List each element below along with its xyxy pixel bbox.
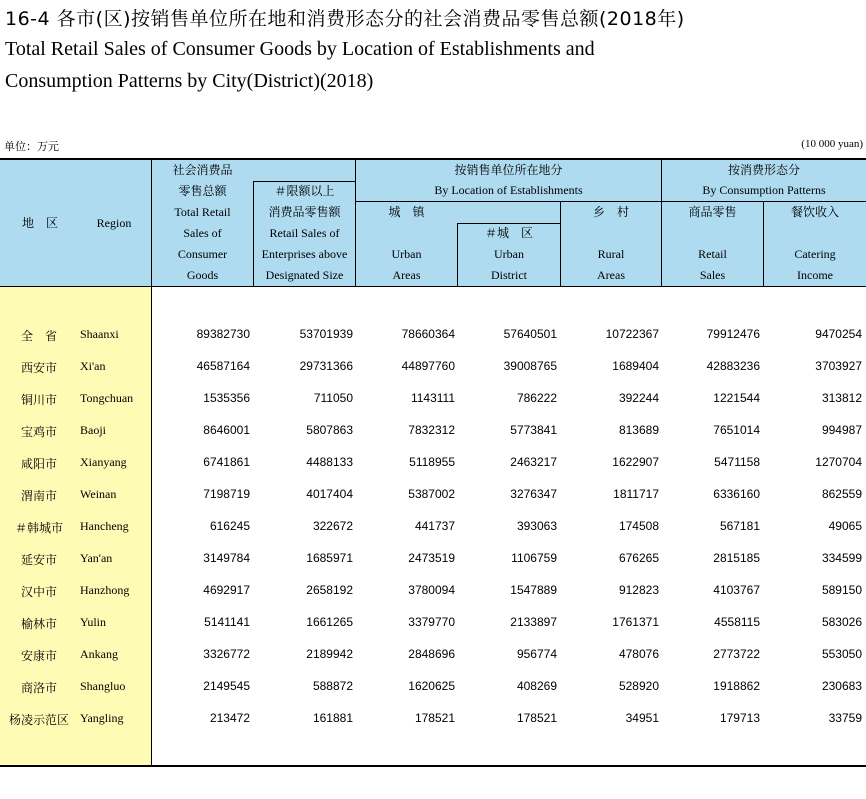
value-cell: 313812 bbox=[821, 391, 862, 405]
header-catering-en-2: Income bbox=[797, 268, 833, 282]
header-region-cn: 地 区 bbox=[21, 216, 58, 230]
value-cell: 3149784 bbox=[203, 551, 250, 565]
value-cell: 213472 bbox=[209, 711, 250, 725]
region-name-en: Hancheng bbox=[80, 519, 129, 533]
table-row bbox=[0, 511, 866, 543]
value-cell: 2848696 bbox=[408, 647, 455, 661]
value-cell: 1689404 bbox=[612, 359, 659, 373]
table-title-en-line1: Total Retail Sales of Consumer Goods by Location of Establishments and bbox=[5, 38, 595, 60]
table-body bbox=[0, 319, 866, 735]
value-cell: 3379770 bbox=[408, 615, 455, 629]
table-title-cn: 16-4 各市(区)按销售单位所在地和消费形态分的社会消费品零售总额(2018年) bbox=[5, 8, 685, 30]
value-cell: 3326772 bbox=[203, 647, 250, 661]
value-cell: 4103767 bbox=[713, 583, 760, 597]
region-name-cn: 渭南市 bbox=[20, 489, 57, 503]
value-cell: 862559 bbox=[821, 487, 862, 501]
header-retail-cn: 商品零售 bbox=[688, 205, 737, 219]
header-rural-cn: 乡 村 bbox=[592, 205, 629, 219]
value-cell: 478076 bbox=[618, 647, 659, 661]
region-name-en: Shaanxi bbox=[80, 327, 119, 341]
value-cell: 5773841 bbox=[510, 423, 557, 437]
value-cell: 1535356 bbox=[203, 391, 250, 405]
header-pattern-group-en: By Consumption Patterns bbox=[702, 183, 826, 197]
value-cell: 583026 bbox=[821, 615, 862, 629]
value-cell: 1221544 bbox=[713, 391, 760, 405]
value-cell: 567181 bbox=[719, 519, 760, 533]
value-cell: 6741861 bbox=[203, 455, 250, 469]
value-cell: 53701939 bbox=[299, 327, 353, 341]
value-cell: 994987 bbox=[821, 423, 862, 437]
value-cell: 8646001 bbox=[203, 423, 250, 437]
value-cell: 89382730 bbox=[196, 327, 250, 341]
region-name-cn: 榆林市 bbox=[20, 617, 57, 631]
value-cell: 7198719 bbox=[203, 487, 250, 501]
value-cell: 5471158 bbox=[714, 455, 760, 469]
value-cell: 3276347 bbox=[510, 487, 557, 501]
header-urban-cn: 城 镇 bbox=[388, 205, 425, 219]
table-row bbox=[0, 671, 866, 703]
value-cell: 57640501 bbox=[503, 327, 557, 341]
region-name-en: Xi'an bbox=[80, 359, 106, 373]
table-title-en-line2: Consumption Patterns by City(District)(2018) bbox=[5, 70, 374, 92]
header-region-en: Region bbox=[96, 216, 132, 230]
header-above-designated-size: ＃限额以上 消费品零售额 Retail Sales of Enterprises above Designated Size bbox=[261, 184, 348, 282]
header-district-en-2: District bbox=[491, 268, 527, 282]
table-row bbox=[0, 447, 866, 479]
value-cell: 9470254 bbox=[815, 327, 862, 341]
value-cell: 4017404 bbox=[306, 487, 353, 501]
region-name-en: Ankang bbox=[80, 647, 118, 661]
region-name-cn: ＃韩城市 bbox=[14, 521, 63, 535]
value-cell: 3703927 bbox=[815, 359, 862, 373]
region-name-en: Hanzhong bbox=[80, 583, 130, 597]
header-location-group-en: By Location of Establishments bbox=[434, 183, 583, 197]
value-cell: 589150 bbox=[821, 583, 862, 597]
value-cell: 392244 bbox=[618, 391, 659, 405]
value-cell: 4558115 bbox=[714, 615, 760, 629]
value-cell: 4692917 bbox=[203, 583, 250, 597]
value-cell: 29731366 bbox=[299, 359, 353, 373]
value-cell: 441737 bbox=[414, 519, 455, 533]
value-cell: 34951 bbox=[625, 711, 659, 725]
value-cell: 6336160 bbox=[713, 487, 760, 501]
value-cell: 230683 bbox=[821, 679, 862, 693]
header-retail-en-1: Retail bbox=[698, 247, 727, 261]
table-row bbox=[0, 543, 866, 575]
region-name-cn: 全 省 bbox=[20, 329, 57, 343]
table-row bbox=[0, 607, 866, 639]
value-cell: 2815185 bbox=[713, 551, 760, 565]
value-cell: 78660364 bbox=[401, 327, 455, 341]
value-cell: 408269 bbox=[516, 679, 557, 693]
region-name-en: Xianyang bbox=[80, 455, 127, 469]
header-total-retail-sales: 社会消费品 零售总额 Total Retail Sales of Consumer Goods bbox=[172, 163, 233, 282]
value-cell: 44897760 bbox=[401, 359, 455, 373]
value-cell: 179713 bbox=[719, 711, 760, 725]
table-row bbox=[0, 639, 866, 671]
table-row bbox=[0, 351, 866, 383]
value-cell: 1661265 bbox=[306, 615, 353, 629]
header-retail-en-2: Sales bbox=[699, 268, 726, 282]
header-pattern-group-cn: 按消费形态分 bbox=[727, 163, 800, 177]
value-cell: 2773722 bbox=[713, 647, 760, 661]
header-urban-en-1: Urban bbox=[391, 247, 422, 261]
value-cell: 178521 bbox=[516, 711, 557, 725]
value-cell: 616245 bbox=[209, 519, 250, 533]
value-cell: 1270704 bbox=[815, 455, 862, 469]
region-name-cn: 安康市 bbox=[20, 649, 57, 663]
bottom-rule bbox=[0, 765, 866, 767]
value-cell: 1761371 bbox=[612, 615, 659, 629]
value-cell: 4488133 bbox=[306, 455, 353, 469]
region-name-en: Baoji bbox=[80, 423, 106, 437]
region-name-cn: 杨凌示范区 bbox=[8, 713, 69, 727]
value-cell: 676265 bbox=[618, 551, 659, 565]
value-cell: 5387002 bbox=[408, 487, 455, 501]
value-cell: 2463217 bbox=[510, 455, 557, 469]
region-name-en: Yan'an bbox=[80, 551, 113, 565]
value-cell: 588872 bbox=[312, 679, 353, 693]
header-district-en-1: Urban bbox=[494, 247, 524, 261]
header-bottom-line bbox=[0, 286, 866, 287]
value-cell: 42883236 bbox=[706, 359, 760, 373]
value-cell: 2658192 bbox=[306, 583, 353, 597]
value-cell: 1685971 bbox=[306, 551, 353, 565]
value-cell: 5118955 bbox=[409, 455, 455, 469]
region-name-cn: 汉中市 bbox=[20, 585, 57, 599]
value-cell: 813689 bbox=[618, 423, 659, 437]
header-catering-cn: 餐饮收入 bbox=[790, 205, 839, 219]
value-cell: 46587164 bbox=[196, 359, 250, 373]
value-cell: 1143111 bbox=[410, 391, 455, 405]
table-row bbox=[0, 575, 866, 607]
value-cell: 1622907 bbox=[612, 455, 659, 469]
value-cell: 956774 bbox=[516, 647, 557, 661]
value-cell: 7651014 bbox=[713, 423, 760, 437]
value-cell: 1918862 bbox=[713, 679, 760, 693]
region-name-cn: 咸阳市 bbox=[20, 457, 57, 471]
value-cell: 1547889 bbox=[510, 583, 557, 597]
value-cell: 553050 bbox=[821, 647, 862, 661]
value-cell: 1811717 bbox=[613, 487, 659, 501]
header-district-cn: ＃城 区 bbox=[484, 226, 533, 240]
value-cell: 49065 bbox=[828, 519, 862, 533]
region-name-en: Weinan bbox=[80, 487, 117, 501]
value-cell: 10722367 bbox=[605, 327, 659, 341]
region-name-en: Yangling bbox=[80, 711, 124, 725]
region-name-cn: 西安市 bbox=[20, 361, 57, 375]
value-cell: 2189942 bbox=[306, 647, 353, 661]
value-cell: 322672 bbox=[312, 519, 353, 533]
unit-label-en: (10 000 yuan) bbox=[801, 138, 863, 150]
value-cell: 711050 bbox=[313, 391, 353, 405]
value-cell: 5141141 bbox=[204, 615, 250, 629]
value-cell: 33759 bbox=[828, 711, 862, 725]
value-cell: 393063 bbox=[516, 519, 557, 533]
header-location-group-cn: 按销售单位所在地分 bbox=[454, 163, 563, 177]
value-cell: 1620625 bbox=[408, 679, 455, 693]
value-cell: 3780094 bbox=[408, 583, 455, 597]
value-cell: 79912476 bbox=[706, 327, 760, 341]
header-rural-en-2: Areas bbox=[597, 268, 625, 282]
value-cell: 1106759 bbox=[511, 551, 557, 565]
value-cell: 178521 bbox=[414, 711, 455, 725]
value-cell: 786222 bbox=[516, 391, 557, 405]
value-cell: 174508 bbox=[618, 519, 659, 533]
table-row bbox=[0, 383, 866, 415]
value-cell: 2133897 bbox=[510, 615, 557, 629]
value-cell: 2149545 bbox=[203, 679, 250, 693]
table-row bbox=[0, 479, 866, 511]
value-cell: 5807863 bbox=[306, 423, 353, 437]
region-name-cn: 铜川市 bbox=[20, 393, 57, 407]
value-cell: 528920 bbox=[618, 679, 659, 693]
value-cell: 334599 bbox=[821, 551, 862, 565]
region-name-cn: 宝鸡市 bbox=[20, 425, 57, 439]
region-name-cn: 商洛市 bbox=[20, 681, 57, 695]
region-name-en: Tongchuan bbox=[80, 391, 134, 405]
value-cell: 912823 bbox=[618, 583, 659, 597]
value-cell: 2473519 bbox=[408, 551, 455, 565]
table-row bbox=[0, 703, 866, 735]
value-cell: 161881 bbox=[312, 711, 353, 725]
table-row bbox=[0, 415, 866, 447]
unit-label-cn: 单位：万元 bbox=[4, 140, 59, 153]
region-name-en: Shangluo bbox=[80, 679, 126, 693]
header-rural-en-1: Rural bbox=[597, 247, 625, 261]
table-row bbox=[0, 319, 866, 351]
value-cell: 39008765 bbox=[503, 359, 557, 373]
header-urban-en-2: Areas bbox=[392, 268, 421, 282]
value-cell: 7832312 bbox=[408, 423, 455, 437]
region-name-cn: 延安市 bbox=[20, 553, 57, 567]
region-name-en: Yulin bbox=[80, 615, 107, 629]
header-catering-en-1: Catering bbox=[794, 247, 836, 261]
